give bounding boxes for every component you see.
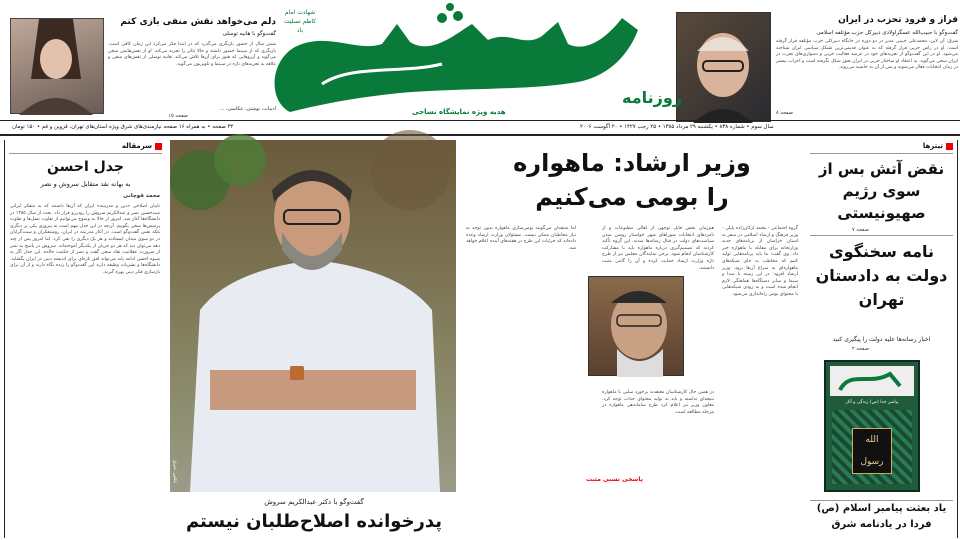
main-body-col1: گروه اجتماعی - محمد ارکان‌زاده پاپلی - وزیر فرهنگ و ارشاد اسلامی در سفر به استان خراسان از برنامه‌های جدید وزارتخانه برای مقابله با ماهواره خبر داد. وی گفت: ما باید برنامه‌هایی تولید کنیم که مخاطب به جای شبکه‌های ماهواره‌ای به سراغ آن‌ها برود. وزیر ارشاد افزود: در این زمینه با صدا و سیما و سایر دستگاه‌ها هماهنگی لازم انجام شده است و به زودی شبکه‌هایی با محتوای بومی راه‌اندازی می‌شود. [720, 226, 799, 297]
editorial[interactable] [4, 140, 166, 538]
dateline-bar [0, 120, 960, 136]
headline-letter-ref: صفحه ۲ [852, 346, 869, 352]
feature-photo [170, 140, 456, 492]
promo-left-page-ref: صفحه ۱۵ [168, 113, 188, 119]
martyrdom-caption: شهادت امام کاظم تسلیت باد [283, 9, 317, 34]
minister-photo [588, 276, 684, 376]
headlines-label: تیترها [922, 142, 943, 150]
book-inscription: الله رسول [852, 428, 892, 474]
editorial-title: جدل احسن [47, 159, 124, 175]
promo-title: فراز و فرود تحزب در ایران [838, 15, 958, 25]
promo-body: شرق: آن لاین، محمدعلی حبیبی مدیر در دو دوره در جایگاه دبیرکلی حزب مؤتلفه قرار گرفته است. او در راس حزبی قرار گرفته که به عنوان قدیمی‌ترین تشکل سیاسی ایران شناخته می‌شود. او در این گفت‌وگو از تجربه‌های خود در عرصه فعالیت حزبی و دشواری‌های تحزب در ایران سخن می‌گوید. به اعتقاد او ساختار حزبی در ایران هنوز شکل نگرفته است و احزاب بیشتر در زمان انتخابات فعال می‌شوند و پس از آن به حاشیه می‌روند. [774, 39, 959, 71]
divider [810, 153, 953, 154]
divider [810, 235, 953, 236]
masthead-label: روزنامه [622, 88, 682, 107]
main-headline-2: را بومی می‌کنیم [535, 183, 729, 211]
editorial-body: نایبان اصلاحی «دین و مدرنیته» ایران که آن‌ها داشتند که به متفکر ایرانی سیدحسین نصر و عبدالکریم سروش را رودررو قرار داد. بحث از سال ۱۳۸۵ در دانشگاه‌ها آغاز شد. امروز از حالا به وضوح می‌توانیم از تفاوت نسل‌ها و تفاوت پرسش‌ها سخن بگوییم. آن‌چه در این جدل مهم است نه پیروزی یکی بر دیگری بلکه نفس گفت‌وگو است. در آغاز مدرنیته در ایران، روشنفکران و سنت‌گرایان در دو سوی میدان ایستادند و هر یک دیگری را نفی کرد. اما امروز پس از چند دهه می‌توان دید که هر دو جریان از یکدیگر آموخته‌اند. سروش در پاسخ به نصر از ضرورت عقلانیت نقاد سخن گفت و نصر از حکمت خالده. این جدل اگر به شیوه احسن ادامه یابد می‌تواند افق تازه‌ای برای اندیشه دینی در ایران بگشاید. دانشگاه‌ها و نشریات وظیفه دارند این گفت‌وگو را زنده نگاه دارند و از آن برای بازسازی فکر دینی بهره گیرند. [8, 204, 161, 275]
dateline: سال سوم • شماره ۸۳۸ • یکشنبه ۲۹ مرداد ۱۳۸۵ • ۲۵ رجب ۱۴۲۷ • ۲۰ آگوست ۲۰۰۶ [580, 124, 774, 130]
promo-left-title: دلم می‌خواهد نقش منفی بازی کنم [120, 17, 276, 27]
promo-subtitle: گفت‌وگو با حبیب‌الله عسگراولادی دبیرکل حزب مؤتلفه اسلامی [816, 30, 958, 36]
divider [9, 153, 162, 154]
headline-letter[interactable]: نامه سخنگوی دولت به دادستان تهران [815, 242, 948, 309]
promo-left-photo [10, 18, 104, 114]
logo-block [262, 4, 682, 132]
feature-interview-label: گفت‌وگو با دکتر عبدالکریم سروش [264, 498, 364, 506]
feature-headline: پدرخوانده اصلاح‌طلبان نیستم [185, 511, 443, 532]
top-left-promo[interactable] [6, 12, 278, 132]
brand-logo [262, 4, 682, 120]
book-top-band [830, 366, 914, 396]
main-body-col4: اما منتقدان می‌گویند بومی‌سازی ماهواره بدون توجه به نیاز مخاطبان ممکن نیست. مسئولان وزارت ارشاد وعده داده‌اند که جزئیات این طرح در هفته‌های آینده اعلام خواهد شد. [464, 226, 576, 251]
book-cover[interactable] [824, 360, 920, 492]
masthead [0, 0, 960, 137]
promo-left-tags: ادبیات، نوشتن، عکاسی، ... [219, 106, 276, 112]
promo-page-ref: صفحه ۸ [776, 110, 793, 116]
book-pattern [832, 410, 912, 484]
divider [810, 500, 953, 501]
section-label-headlines [923, 142, 953, 150]
headlines-column [806, 140, 958, 538]
main-story[interactable] [462, 140, 802, 538]
promo-portrait [676, 12, 771, 122]
main-subhead: پاسخی نسبی مثبت [586, 476, 643, 483]
editorial-author: محمد قوچانی [123, 193, 160, 199]
supplement-line-1[interactable]: یاد بعثت پیامبر اسلام (ص) [816, 503, 947, 514]
price-line: ۳۲ صفحه • به همراه ۱۶ صفحه نیازمندی‌های شرق ویژه استان‌های تهران، قزوین و قم • ۱۵۰ تومان [12, 124, 234, 130]
headline-letter-sub: اخبار رسانه‌ها علیه دولت را پیگیری کنید [832, 336, 931, 343]
supplement-line-2[interactable]: فردا در یادنامه شرق [831, 519, 932, 530]
main-body-col2: در همین حال کارشناسان معتقدند برخورد سلبی با ماهواره نتیجه‌ای نداشته و باید به تولید محتوای جذاب توجه کرد. معاون وزیر نیز اعلام کرد طرح ساماندهی ماهواره در مرحله مطالعه است. [600, 390, 714, 415]
editorial-label: سرمقاله [121, 142, 152, 150]
main-body-col3: هم‌زمان بخش قابل توجهی از اهالی مطبوعات و از نامزدهای انتخابات شوراهای شهر خواستار روشن شدن سیاست‌های دولت در قبال رسانه‌ها شدند. این گروه تأکید کردند که تصمیم‌گیری درباره ماهواره باید با مشارکت کارشناسان انجام شود. برخی نمایندگان مجلس نیز از طرح تازه وزارت ارشاد حمایت کرده و آن را گامی مثبت دانستند. [600, 226, 714, 271]
headline-ceasefire-ref-visible: صفحه ۷ [852, 227, 869, 233]
red-square-icon [155, 143, 162, 150]
promo-left-body: شش سال از حضور بازیگری می‌گذرد که در ابتدا فکر می‌کرد این زمان کافی است. بازیگری که از سینما حضور داشته و حالا تئاتر را تجربه می‌کند. او از نقش‌هایش سخن می‌گوید و آرزوهایی که هنوز برای آن‌ها تلاش می‌کند. هانیه توسلی از نقش‌های منفی و علاقه به تجربه‌های تازه در سینما و تلویزیون می‌گوید. [106, 42, 277, 67]
red-square-icon [946, 143, 953, 150]
editorial-subtitle: به بهانه نقد متقابل سروش و نصر [40, 180, 131, 188]
masthead-gift-line: هدیه ویژه نمایشگاه نساجی [412, 108, 506, 116]
photo-credit: عکس: شرق [172, 460, 177, 484]
feature-block[interactable] [170, 140, 458, 538]
section-label-editorial [122, 142, 162, 150]
promo-left-subtitle: گفت‌وگو با هانیه توسلی [222, 31, 276, 37]
main-headline-1: وزیر ارشاد: ماهواره [513, 149, 751, 177]
top-right-promo[interactable] [676, 12, 958, 132]
book-caption: پیامبر خدا (ص) زندگی و آثار [845, 400, 899, 405]
headline-ceasefire[interactable]: نقض آتش بس از سوی رژیم صهیونیستی [818, 160, 945, 222]
